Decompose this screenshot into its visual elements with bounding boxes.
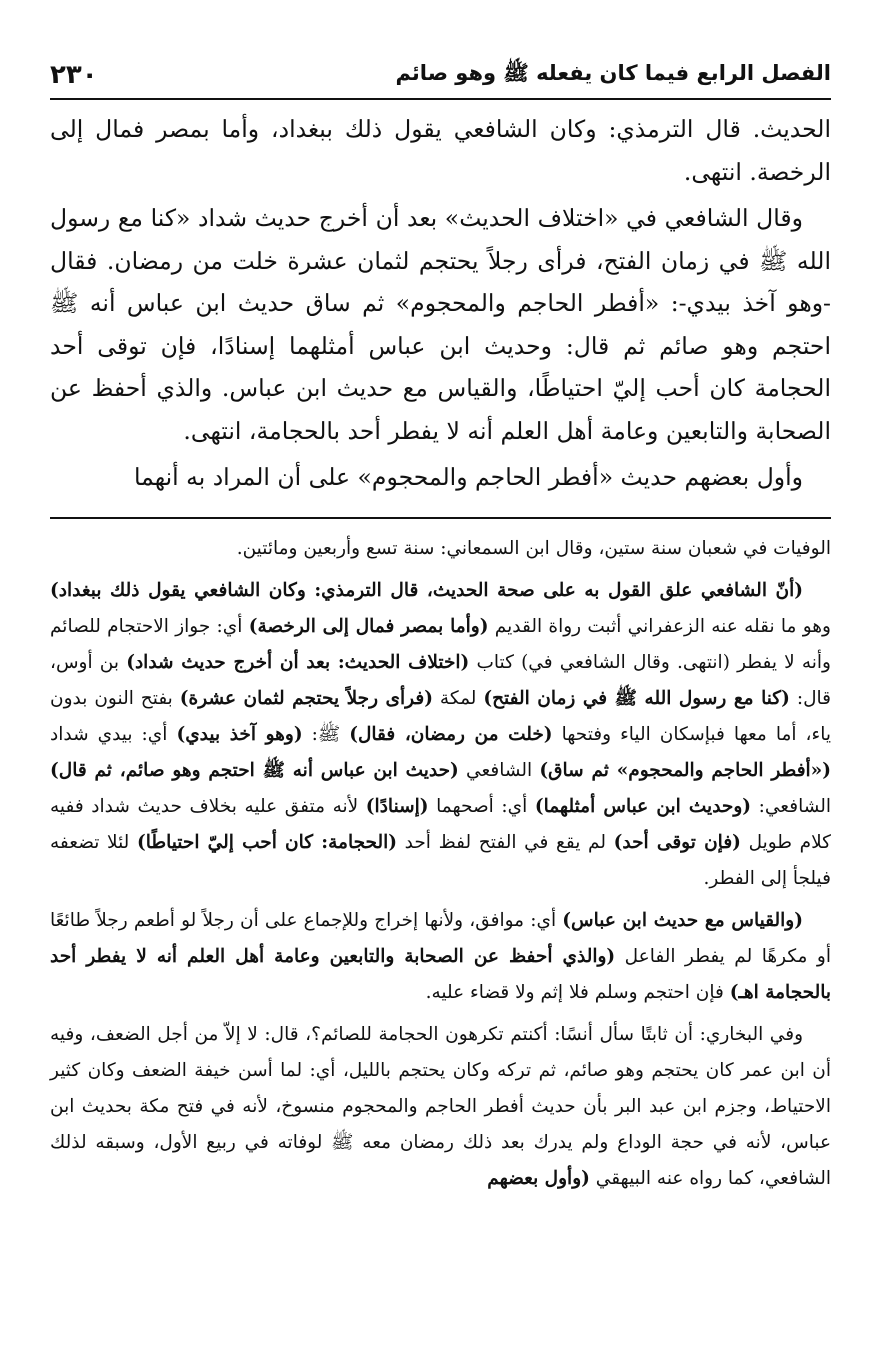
commentary-text: الشافعي: [751, 795, 831, 817]
commentary [50, 531, 831, 1197]
main-paragraph: الحديث. قال الترمذي: وكان الشافعي يقول ذلك ببغداد، وأما بمصر فمال إلى الرخصة. انتهى. [50, 115, 831, 186]
quoted-text: («أفطر الحاجم والمحجوم» ثم ساق) [539, 759, 831, 781]
main-text [50, 100, 831, 499]
commentary-paragraph [50, 573, 831, 897]
commentary-text: لم يقع في الفتح لفظ أحد [397, 831, 614, 853]
commentary-paragraph [50, 531, 831, 567]
commentary-text: لئلا تضعفه فيلجأ إلى الفطر. [50, 831, 831, 889]
commentary-text: بن أوس، قال: [50, 651, 831, 709]
quoted-text: (اختلاف الحديث: بعد أن أخرج حديث شداد) [126, 651, 470, 673]
quoted-text: (والقياس مع حديث ابن عباس) [562, 909, 803, 931]
quoted-text: (الحجامة: كان أحب إليّ احتياطًا) [136, 831, 397, 853]
commentary-paragraph [50, 903, 831, 1011]
commentary-text: بفتح النون بدون ياء، أما معها فبإسكان الياء وفتحها [50, 687, 832, 745]
commentary-text: أي: بيدي شداد [50, 723, 177, 745]
quoted-text: (فرأى رجلاً يحتجم لثمان عشرة) [179, 687, 433, 709]
quoted-text: (وهو آخذ بيدي) [176, 723, 303, 745]
commentary-text: الشافعي [458, 759, 540, 781]
quoted-text: (كنا مع رسول الله ﷺ في زمان الفتح) [483, 687, 790, 709]
quoted-text: (والذي أحفظ عن الصحابة والتابعين وعامة أهل العلم أنه لا يفطر أحد بالحجامة اهـ) [50, 945, 831, 1003]
commentary-text: لأنه متفق عليه بخلاف حديث شداد ففيه كلام طويل [50, 795, 831, 853]
quoted-text: (إسنادًا) [365, 795, 429, 817]
quoted-text: (فإن توقى أحد) [613, 831, 741, 853]
commentary-paragraph [50, 1017, 831, 1197]
quoted-text: (حديث ابن عباس أنه ﷺ احتجم وهو صائم، ثم قال) [50, 759, 459, 781]
page-header [50, 52, 831, 100]
main-paragraph: وأول بعضهم حديث «أفطر الحاجم والمحجوم» على أن المراد به أنهما [133, 463, 803, 491]
quoted-text: (أنّ الشافعي علق القول به على صحة الحديث، قال الترمذي: وكان الشافعي يقول ذلك ببغداد) [50, 579, 803, 601]
commentary-text: أي: جواز الاحتجام للصائم وأنه لا يفطر [50, 615, 831, 673]
commentary-text: أي: أصحهما [428, 795, 535, 817]
commentary-text: وهو ما نقله عنه الزعفراني أثبت رواة القديم [488, 615, 831, 637]
quoted-text: (وأما بمصر فمال إلى الرخصة) [248, 615, 489, 637]
commentary-text: ﷺ: [302, 723, 350, 745]
quoted-text: (وأول بعضهم [487, 1167, 590, 1189]
commentary-text: لمكة [432, 687, 484, 709]
quoted-text: (انتهى. وقال الشافعي في) [521, 651, 730, 673]
main-paragraph: وقال الشافعي في «اختلاف الحديث» بعد أن أخرج حديث شداد «كنا مع رسول الله ﷺ في زمان الفتح، فرأى رجلاً يحتجم لثمان عشرة خلت من رمضان. فقال -وهو آخذ بيدي-: «أفطر الحاجم والمحجوم» ثم ساق حديث ابن عباس أنه ﷺ احتجم وهو صائم ثم قال: وحديث ابن عباس أمثلهما إسنادًا، فإن توقى أحد الحجامة كان أحب إليّ احتياطًا، والقياس مع حديث ابن عباس. والذي أحفظ عن الصحابة والتابعين وعامة أهل العلم أنه لا يفطر أحد بالحجامة، انتهى. [50, 204, 831, 445]
page-number: ٢٣٠ [50, 60, 98, 90]
commentary-text: كتاب [469, 651, 522, 673]
commentary-text: فإن احتجم وسلم فلا إثم ولا قضاء عليه. [425, 981, 730, 1003]
footnote-divider [50, 517, 831, 519]
quoted-text: (وحديث ابن عباس أمثلهما) [534, 795, 752, 817]
commentary-text: أي: موافق، ولأنها إخراج وللإجماع على أن رجلاً لو أطعم رجلاً طائعًا أو مكرهًا لم يفطر الفاعل [50, 909, 831, 967]
quoted-text: (خلت من رمضان، فقال) [349, 723, 553, 745]
running-title: الفصل الرابع فيما كان يفعله ﷺ وهو صائم [395, 60, 831, 85]
commentary-text: وفي البخاري: أن ثابتًا سأل أنسًا: أكنتم تكرهون الحجامة للصائم؟، قال: لا إلاّ من أجل الضعف، وفيه أن ابن عمر كان يحتجم وهو صائم، ثم تركه وكان يحتجم بالليل، أي: لما أسن خيفة الضعف وكان كثير الاحتياط، وجزم ابن عبد البر بأن حديث أفطر الحاجم والمحجوم منسوخ، لأنه في فتح مكة بحديث ابن عباس، لأنه في حجة الوداع ولم يدرك بعد ذلك رمضان معه ﷺ لوفاته في ربيع الأول، وسبقه لذلك الشافعي، كما رواه عنه البيهقي [50, 1023, 831, 1189]
commentary-text: الوفيات في شعبان سنة ستين، وقال ابن السمعاني: سنة تسع وأربعين ومائتين. [236, 537, 831, 559]
